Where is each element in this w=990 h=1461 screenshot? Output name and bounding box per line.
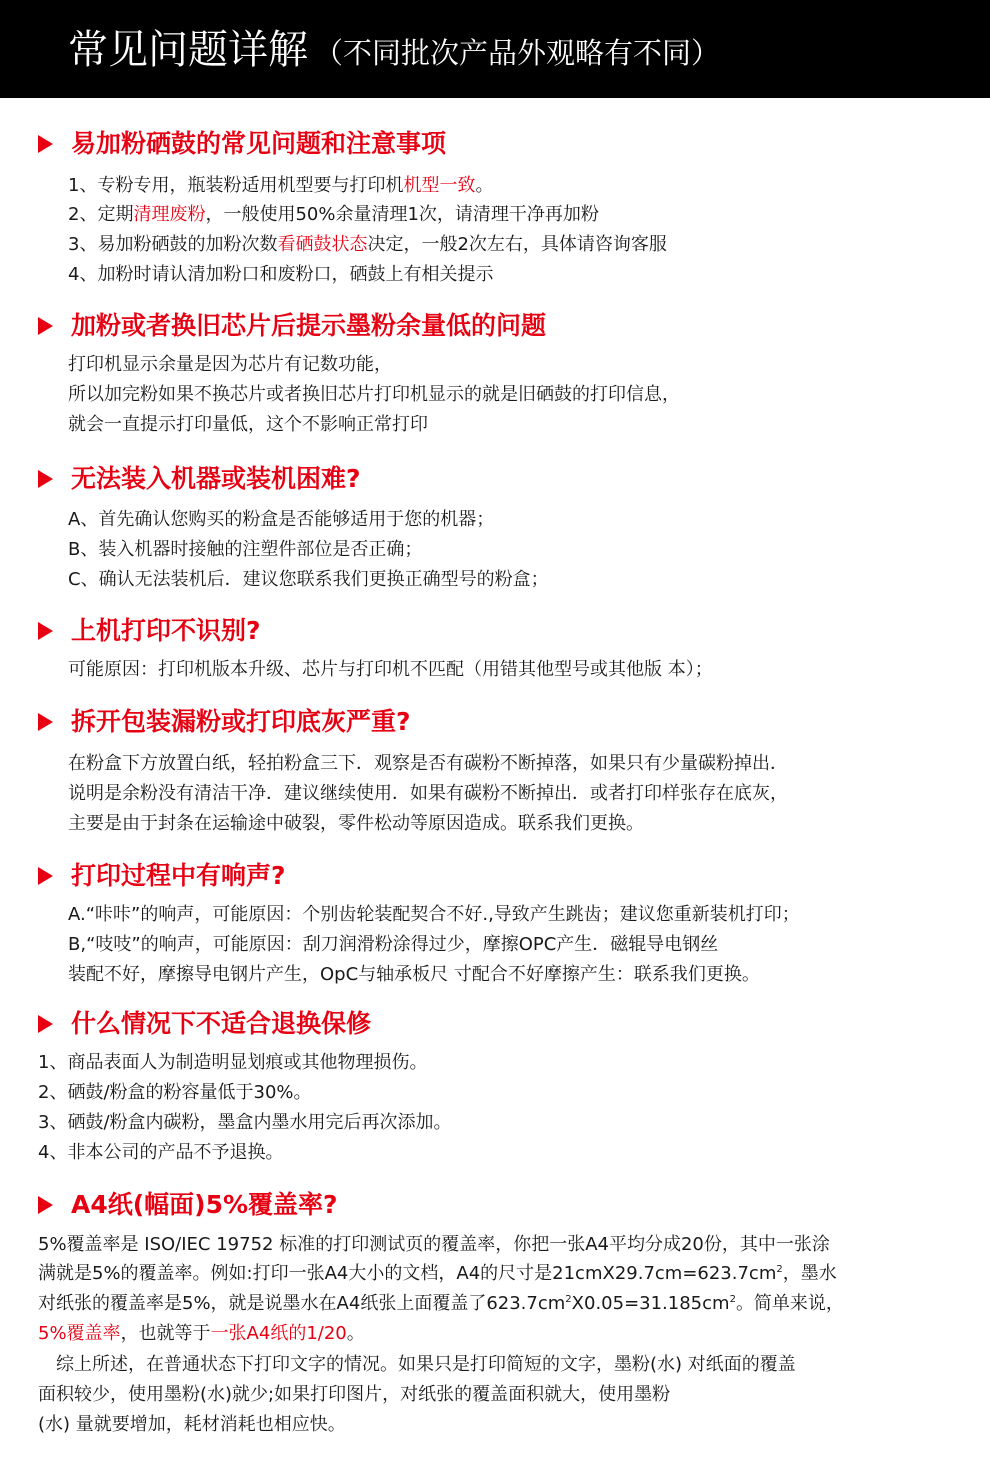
- superscript: 2: [776, 1264, 783, 1275]
- text-line: 5%覆盖率是 ISO/IEC 19752 标准的打印测试页的覆盖率，你把一张A4平均分成20份，其中一张涂: [38, 1234, 830, 1255]
- text-line: 主要是由于封条在运输途中破裂，零件松动等原因造成。联系我们更换。: [68, 813, 644, 834]
- text-line: [68, 174, 493, 198]
- text-span: 2、定期: [68, 204, 134, 225]
- triangle-bullet-icon: [38, 867, 53, 885]
- text-line: [38, 1262, 837, 1286]
- text-line: 在粉盒下方放置白纸，轻拍粉盒三下．观察是否有碳粉不断掉落，如果只有少量碳粉掉出．: [68, 753, 788, 774]
- text-line: 面积较少，使用墨粉(水)就少;如果打印图片，对纸张的覆盖面积就大，使用墨粉: [38, 1384, 671, 1405]
- highlight-text: 看硒鼓状态: [277, 234, 368, 255]
- section-title: 加粉或者换旧芯片后提示墨粉余量低的问题: [71, 311, 547, 340]
- section-title: 拆开包装漏粉或打印底灰严重?: [71, 707, 411, 736]
- text-line: 所以加完粉如果不换芯片或者换旧芯片打印机显示的就是旧硒鼓的打印信息，: [68, 384, 680, 405]
- text-line: 就会一直提示打印量低，这个不影响正常打印: [68, 414, 428, 435]
- superscript: 2: [565, 1294, 572, 1305]
- text-span: 决定，一般2次左右，具体请咨询客服: [367, 234, 667, 255]
- text-span: 3、易加粉硒鼓的加粉次数: [68, 234, 278, 255]
- text-span: ，墨水: [782, 1263, 837, 1284]
- text-span: ，也就等于: [120, 1323, 211, 1344]
- text-line: (水) 量就要增加，耗材消耗也相应快。: [38, 1414, 346, 1435]
- triangle-bullet-icon: [38, 713, 53, 731]
- text-line: [68, 203, 599, 227]
- triangle-bullet-icon: [38, 135, 53, 153]
- text-line: 2、硒鼓/粉盒的粉容量低于30%。: [38, 1082, 312, 1103]
- text-span: 满就是5%的覆盖率。例如:打印一张A4大小的文档，A4的尺寸是21cmX29.7cm=623.7cm: [38, 1263, 777, 1284]
- section-title: 上机打印不识别?: [71, 616, 261, 645]
- section-title: 无法装入机器或装机困难?: [71, 464, 361, 493]
- highlight-text: 5%覆盖率: [38, 1323, 121, 1344]
- text-line: A.“咔咔”的响声，可能原因：个别齿轮装配契合不好.,导致产生跳齿；建议您重新装机打印；: [68, 904, 800, 925]
- text-line: 打印机显示余量是因为芯片有记数功能，: [68, 354, 392, 375]
- text-line: 装配不好，摩擦导电钢片产生，OpC与轴承板尺 寸配合不好摩擦产生：联系我们更换。: [68, 964, 760, 985]
- page-title: [68, 26, 720, 77]
- text-line: 3、硒鼓/粉盒内碳粉，墨盒内墨水用完后再次添加。: [38, 1112, 452, 1133]
- highlight-text: 一张A4纸的1/20: [210, 1323, 347, 1344]
- triangle-bullet-icon: [38, 317, 53, 335]
- section-title: 易加粉硒鼓的常见问题和注意事项: [71, 129, 447, 158]
- text-span: 4、加粉时请认清加粉口和废粉口，硒鼓上有相关提示: [68, 264, 494, 285]
- section-heading: [38, 309, 546, 343]
- section-heading: [38, 462, 361, 496]
- section-heading: [38, 1188, 338, 1222]
- text-line: 说明是余粉没有清洁干净．建议继续使用．如果有碳粉不断掉出．或者打印样张存在底灰，: [68, 783, 788, 804]
- page-subtitle: （不同批次产品外观略有不同）: [314, 36, 721, 70]
- text-line: [38, 1322, 365, 1346]
- section-title: A4纸(幅面)5%覆盖率?: [71, 1190, 338, 1219]
- section-heading: [38, 127, 446, 161]
- section-heading: [38, 614, 261, 648]
- text-line: [38, 1292, 844, 1316]
- triangle-bullet-icon: [38, 622, 53, 640]
- section-heading: [38, 1007, 371, 1041]
- text-line: 综上所述，在普通状态下打印文字的情况。如果只是打印简短的文字，墨粉(水) 对纸面的覆盖: [38, 1354, 796, 1375]
- triangle-bullet-icon: [38, 470, 53, 488]
- section-heading: [38, 705, 411, 739]
- header-banner: [0, 0, 990, 98]
- highlight-text: 机型一致: [403, 175, 476, 196]
- text-line: 可能原因：打印机版本升级、芯片与打印机不匹配（用错其他型号或其他版 本）；: [68, 659, 713, 680]
- text-line: 4、非本公司的产品不予退换。: [38, 1142, 284, 1163]
- text-line: C、确认无法装机后．建议您联系我们更换正确型号的粉盒；: [68, 569, 549, 590]
- text-line: [68, 233, 667, 257]
- text-line: [68, 263, 493, 287]
- text-line: 1、商品表面人为制造明显划痕或其他物理损伤。: [38, 1052, 428, 1073]
- text-span: 。: [475, 175, 494, 196]
- superscript: 2: [729, 1294, 736, 1305]
- triangle-bullet-icon: [38, 1015, 53, 1033]
- text-span: 。简单来说，: [735, 1293, 844, 1314]
- text-span: 1、专粉专用，瓶装粉适用机型要与打印机: [68, 175, 404, 196]
- text-span: X0.05=31.185cm: [571, 1293, 730, 1314]
- section-title: 打印过程中有响声?: [71, 861, 286, 890]
- section-title: 什么情况下不适合退换保修: [71, 1009, 372, 1038]
- page-title-text: 常见问题详解: [68, 27, 308, 73]
- section-heading: [38, 859, 286, 893]
- text-span: 对纸张的覆盖率是5%，就是说墨水在A4纸张上面覆盖了623.7cm: [38, 1293, 566, 1314]
- text-line: B、装入机器时接触的注塑件部位是否正确；: [68, 539, 423, 560]
- text-line: B,“吱吱”的响声，可能原因：刮刀润滑粉涂得过少，摩擦OPC产生．磁辊导电钢丝: [68, 934, 719, 955]
- text-line: A、首先确认您购买的粉盒是否能够适用于您的机器；: [68, 509, 495, 530]
- triangle-bullet-icon: [38, 1196, 53, 1214]
- highlight-text: 清理废粉: [133, 204, 206, 225]
- text-span: ，一般使用50%余量清理1次，请清理干净再加粉: [205, 204, 599, 225]
- text-span: 。: [346, 1323, 365, 1344]
